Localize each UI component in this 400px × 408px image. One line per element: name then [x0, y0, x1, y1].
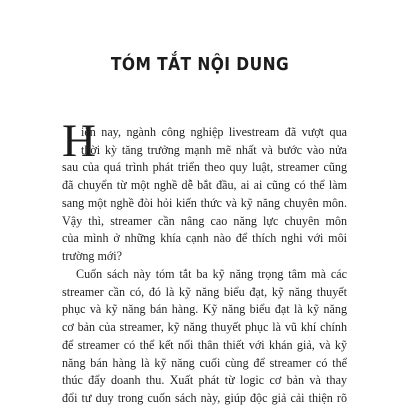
text-line: để streamer có thể kết nối thân thiết với khán giả, và kỹ — [62, 337, 347, 352]
text-line: đổi tư duy trong cuốn sách này, giúp độc giả cải thiện rõ — [62, 390, 347, 405]
text-line: năng bán hàng là kỹ năng cuối cùng để streamer có thể — [62, 355, 347, 370]
text-line: thúc đẩy doanh thu. Xuất phát từ logic cơ bản và thay — [62, 373, 347, 388]
page-title: TÓM TẮT NỘI DUNG — [110, 54, 290, 75]
text-line: Cuốn sách này tóm tắt ba kỹ năng trọng tâm mà các — [76, 267, 347, 281]
text-line: đã chuyển từ một nghề dễ bắt đầu, ai ai cũng có thể làm — [62, 178, 347, 193]
paragraph-intro — [62, 124, 347, 266]
text-line: Vậy thì, streamer cần nâng cao năng lực chuyên môn — [62, 213, 347, 228]
paragraph-summary — [62, 266, 347, 408]
drop-cap: H — [62, 115, 96, 167]
text-line: phục và kỹ năng bán hàng. Kỹ năng biểu đạt là kỹ năng — [62, 302, 347, 317]
text-line: của mình ở những khía cạnh nào để thích nghi với môi — [62, 231, 347, 246]
text-line: cơ bản của streamer, kỹ năng thuyết phục là vũ khí chính — [62, 320, 347, 335]
text-line: iện nay, ngành công nghiệp livestream đã vượt qua — [81, 125, 347, 139]
text-line: streamer cần có, đó là kỹ năng biểu đạt, kỹ năng thuyết — [62, 284, 347, 299]
text-line: trường mới? — [62, 248, 122, 263]
text-line: thời kỳ tăng trưởng mạnh mẽ nhất và bước vào nửa — [81, 142, 347, 157]
text-line: sang một nghề đòi hỏi kiến thức và kỹ năng chuyên môn. — [62, 195, 347, 210]
text-line: sau của quá trình phát triển theo quy luật, streamer cũng — [62, 160, 347, 175]
